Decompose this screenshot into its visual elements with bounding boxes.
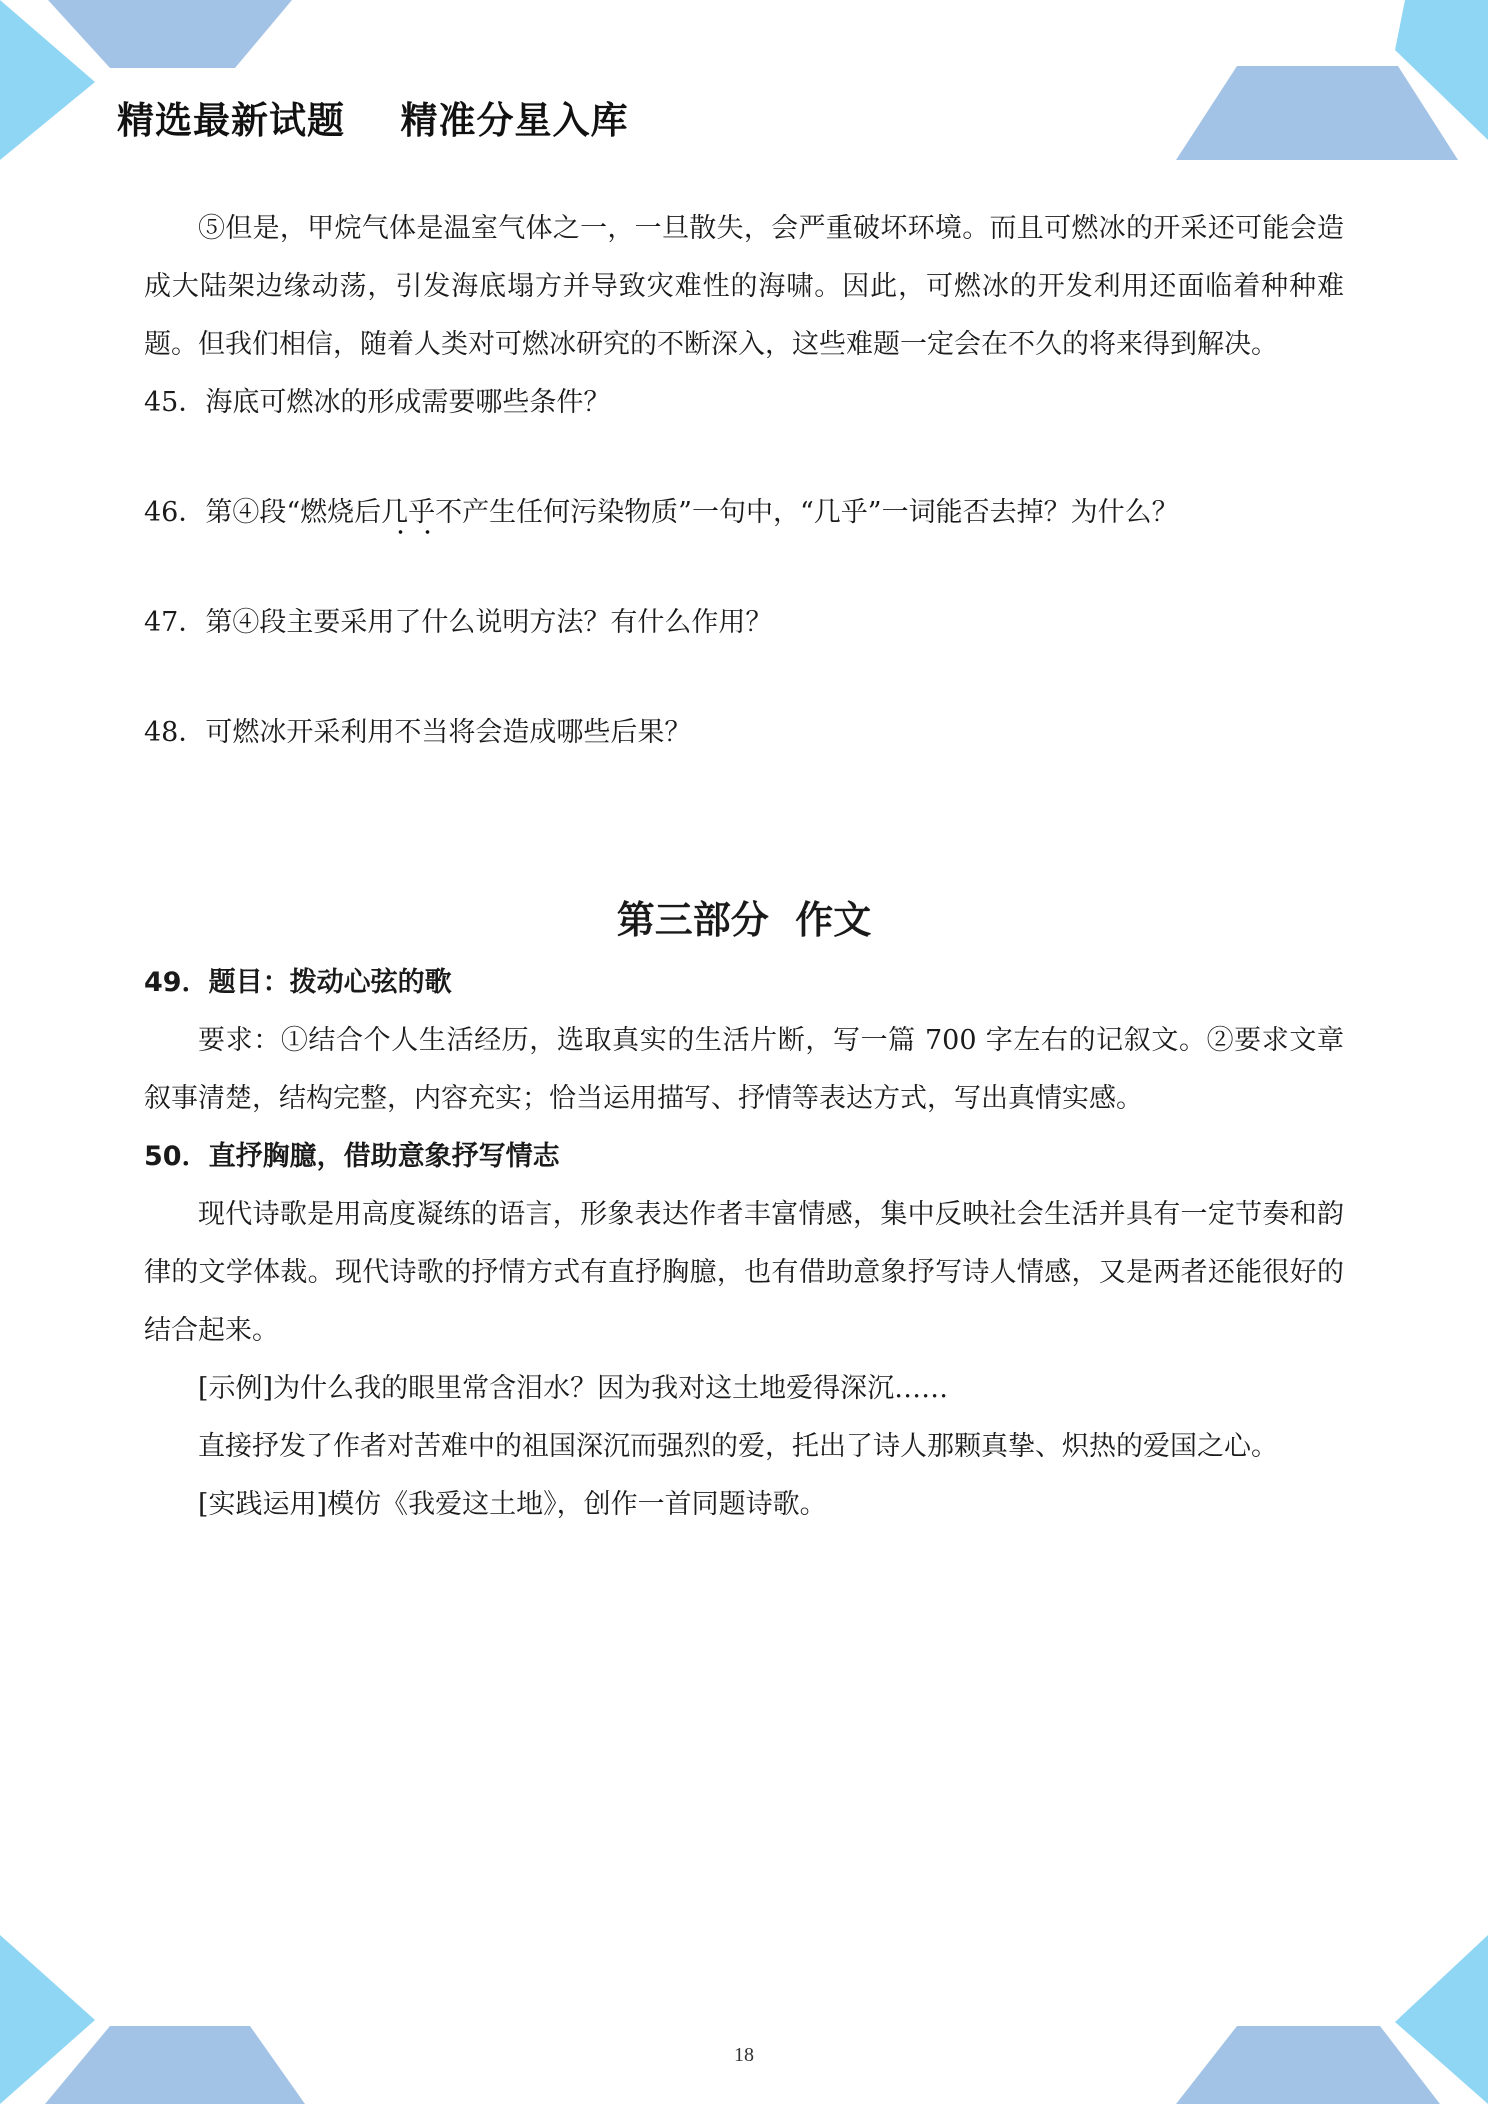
- section-title: 第三部分 作文: [616, 898, 872, 942]
- question-46-after: 不产生任何污染物质”一句中，“几乎”一词能否去掉？为什么？: [435, 497, 1179, 528]
- question-47: 47．第④段主要采用了什么说明方法？有什么作用？: [144, 607, 773, 638]
- question-50-analysis: 直接抒发了作者对苦难中的祖国深沉而强烈的爱，托出了诗人那颗真挚、炽热的爱国之心。: [198, 1431, 1278, 1462]
- question-46: [144, 484, 1344, 542]
- question-46-emphasis: 几乎: [381, 497, 436, 528]
- question-49-title: 49．题目：拨动心弦的歌: [144, 967, 452, 998]
- question-50-intro: 现代诗歌是用高度凝练的语言，形象表达作者丰富情感，集中反映社会生活并具有一定节奏和韵律的文学体裁。现代诗歌的抒情方式有直抒胸臆，也有借助意象抒写诗人情感，又是两者还能很好的结合起来。: [144, 1199, 1344, 1346]
- deco-top-left-trapezoid: [48, 0, 292, 68]
- header-title: 精选最新试题 精准分星入库: [117, 99, 629, 142]
- question-48: 48．可燃冰开采利用不当将会造成哪些后果？: [144, 717, 692, 748]
- question-45: 45．海底可燃冰的形成需要哪些条件？: [144, 387, 611, 418]
- question-49-requirements: 要求：①结合个人生活经历，选取真实的生活片断，写一篇 700 字左右的记叙文。②要求文章叙事清楚，结构完整，内容充实；恰当运用描写、抒情等表达方式，写出真情实感。: [144, 1025, 1344, 1114]
- page-content: [144, 200, 1344, 1534]
- page-number: 18: [734, 2044, 754, 2066]
- question-46-before: 46．第④段“燃烧后: [144, 497, 382, 528]
- question-50-title: 50．直抒胸臆，借助意象抒写情志: [144, 1141, 560, 1172]
- question-50-task: [实践运用]模仿《我爱这土地》，创作一首同题诗歌。: [198, 1489, 827, 1520]
- question-50-example: [示例]为什么我的眼里常含泪水？因为我对这土地爱得深沉……: [198, 1373, 949, 1404]
- passage-paragraph-5: ⑤但是，甲烷气体是温室气体之一，一旦散失，会严重破坏环境。而且可燃冰的开采还可能会造成大陆架边缘动荡，引发海底塌方并导致灾难性的海啸。因此，可燃冰的开发利用还面临着种种难题。但我们相信，随着人类对可燃冰研究的不断深入，这些难题一定会在不久的将来得到解决。: [144, 213, 1344, 360]
- deco-top-right-trapezoid: [1176, 66, 1458, 160]
